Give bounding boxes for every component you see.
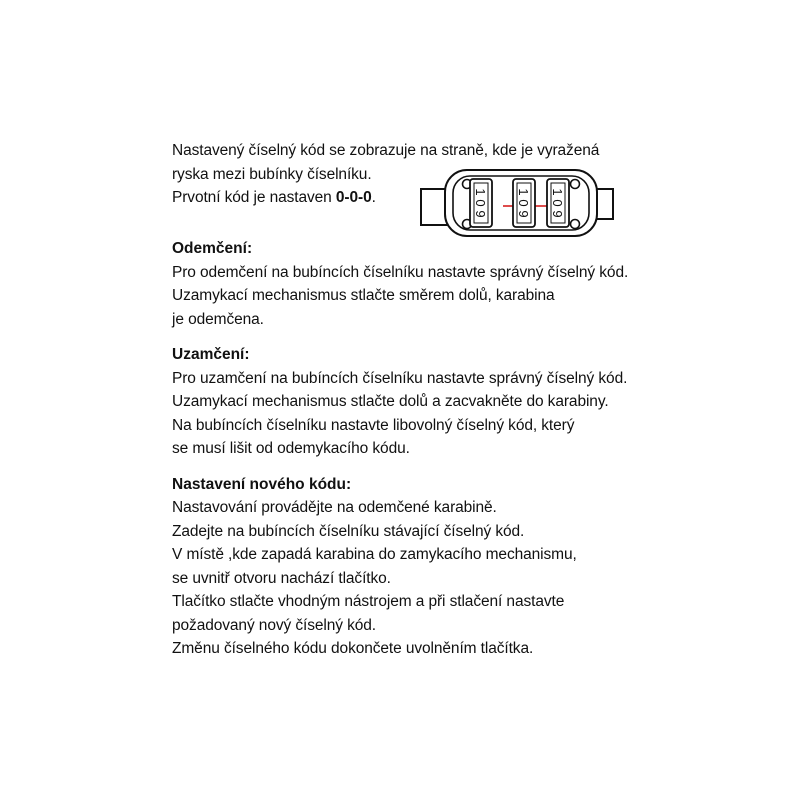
section-line: Uzamykací mechanismus stlačte dolů a zacvakněte do karabiny. bbox=[172, 393, 609, 410]
dial-2-digit-bot: 9 bbox=[516, 210, 531, 218]
section-line: Pro uzamčení na bubíncích číselníku nastavte správný číselný kód. bbox=[172, 369, 628, 387]
dial-2-digit-top: 1 bbox=[516, 188, 531, 196]
section-line: požadovaný nový číselný kód. bbox=[172, 616, 376, 634]
default-code: 0-0-0 bbox=[335, 189, 372, 206]
section-line: Na bubíncích číselníku nastavte libovolný číselný kód, který bbox=[172, 416, 575, 434]
section-line: se uvnitř otvoru nachází tlačítko. bbox=[172, 569, 391, 587]
section-line: Nastavování provádějte na odemčené karabině. bbox=[172, 499, 497, 516]
section-lock bbox=[172, 343, 652, 461]
intro-line-1: Nastavený číselný kód se zobrazuje na straně, kde je vyražená bbox=[172, 142, 600, 159]
dial-2-digit-mid: 0 bbox=[516, 199, 531, 207]
dial-1-digit-bot: 9 bbox=[473, 210, 488, 218]
section-line: Uzamykací mechanismus stlačte směrem dolů, karabina bbox=[172, 287, 555, 304]
intro-block bbox=[172, 139, 652, 218]
intro-line-3-suffix: . bbox=[371, 189, 376, 206]
dial-2 bbox=[513, 179, 535, 227]
dial-1-digit-mid: 0 bbox=[473, 199, 488, 207]
screw-icon bbox=[571, 180, 580, 189]
section-unlock bbox=[172, 237, 652, 331]
section-heading: Uzamčení: bbox=[172, 346, 250, 363]
instruction-document bbox=[172, 139, 652, 661]
dial-3-digit-mid: 0 bbox=[550, 199, 565, 207]
section-line: Změnu číselného kódu dokončete uvolněním tlačítka. bbox=[172, 640, 534, 657]
dial-3-digit-bot: 9 bbox=[550, 210, 565, 218]
section-heading: Odemčení: bbox=[172, 240, 253, 257]
combination-lock-illustration bbox=[417, 164, 617, 244]
section-line: Zadejte na bubíncích číselníku stávající číselný kód. bbox=[172, 522, 525, 540]
section-new-code bbox=[172, 473, 652, 661]
dial-3 bbox=[547, 179, 569, 227]
dial-3-digit-top: 1 bbox=[550, 188, 565, 196]
intro-line-3-prefix: Prvotní kód je nastaven bbox=[172, 189, 336, 206]
dial-1-digit-top: 1 bbox=[473, 188, 488, 196]
section-line: se musí lišit od odemykacího kódu. bbox=[172, 440, 410, 457]
dial-1 bbox=[470, 179, 492, 227]
section-line: Pro odemčení na bubíncích číselníku nastavte správný číselný kód. bbox=[172, 263, 629, 281]
section-line: Tlačítko stlačte vhodným nástrojem a při stlačení nastavte bbox=[172, 593, 565, 610]
screw-icon bbox=[571, 220, 580, 229]
section-heading: Nastavení nového kódu: bbox=[172, 475, 352, 493]
section-line: je odemčena. bbox=[172, 310, 264, 328]
intro-line-2: ryska mezi bubínky číselníku. bbox=[172, 165, 372, 183]
section-line: V místě ,kde zapadá karabina do zamykacího mechanismu, bbox=[172, 546, 577, 563]
